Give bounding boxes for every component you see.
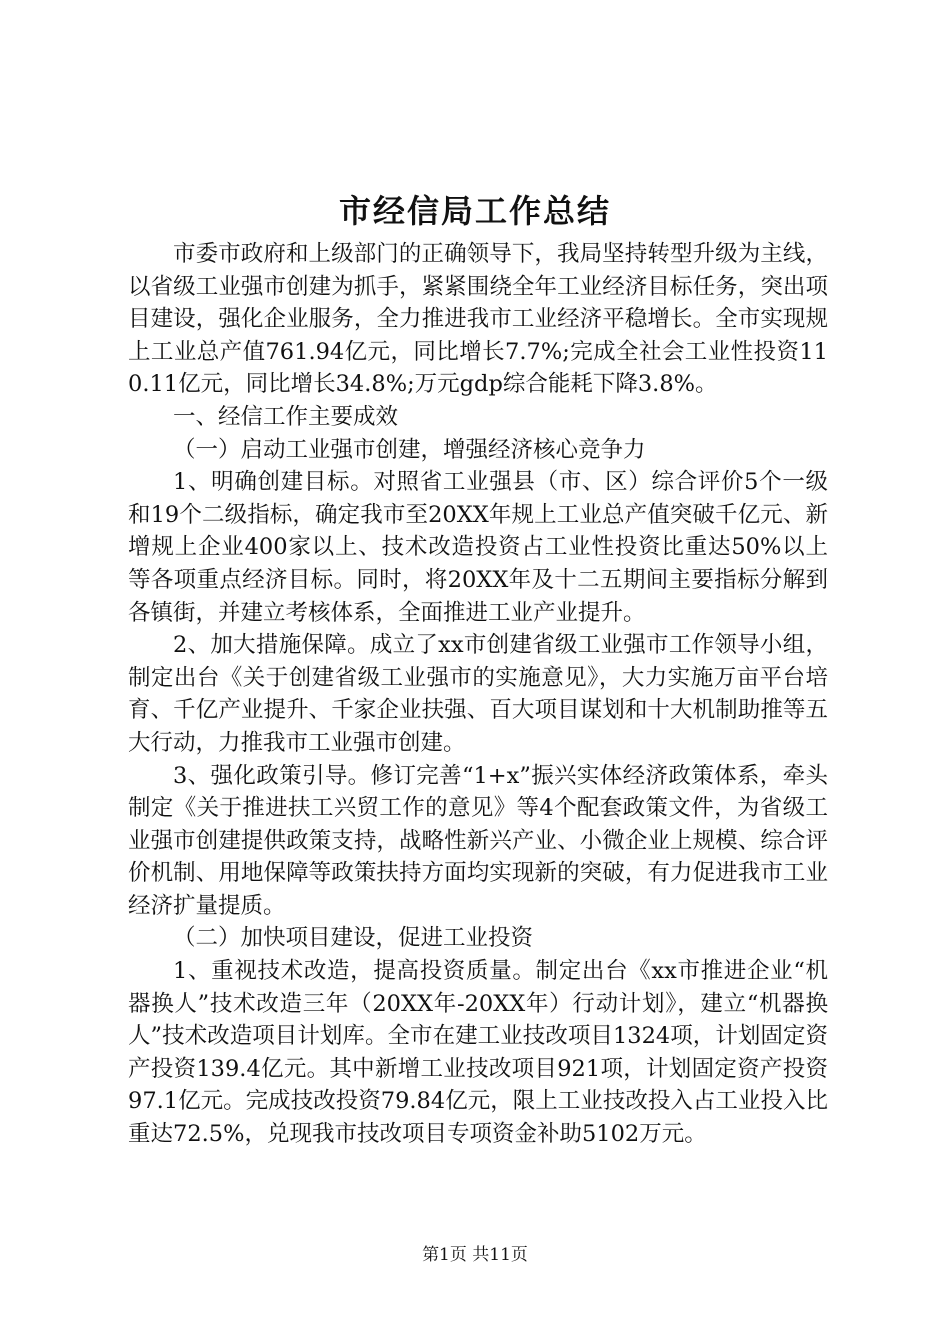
paragraph-item: 1、重视技术改造，提高投资质量。制定出台《xx市推进企业“机器换人”技术改造三年（20XX年-20XX年）行动计划》，建立“机器换人”技术改造项目计划库。全市在建工业技改项目1324项，计划固定资产投资139.4亿元。其中新增工业技改项目921项，计划固定资产投资97.1亿元。完成技改投资79.84亿元，限上工业技改投入占工业投入比重达72.5%，兑现我市技改项目专项资金补助5102万元。 xyxy=(128,958,828,1148)
document-title: 市经信局工作总结 xyxy=(338,192,611,230)
section-heading: 一、经信工作主要成效 xyxy=(173,403,399,430)
paragraph-item: 2、加大措施保障。成立了xx市创建省级工业强市工作领导小组，制定出台《关于创建省级工业强市的实施意见》，大力实施万亩平台培育、千亿产业提升、千家企业扶强、百大项目谋划和十大机制助推等五大行动，力推我市工业强市创建。 xyxy=(128,632,828,756)
paragraph-item: 1、明确创建目标。对照省工业强县（市、区）综合评价5个一级和19个二级指标，确定我市至20XX年规上工业总产值突破千亿元、新增规上企业400家以上、技术改造投资占工业性投资比重达50%以上等各项重点经济目标。同时，将20XX年及十二五期间主要指标分解到各镇街，并建立考核体系，全面推进工业产业提升。 xyxy=(128,469,828,626)
document-body xyxy=(128,238,828,1151)
paragraph-intro: 市委市政府和上级部门的正确领导下，我局坚持转型升级为主线，以省级工业强市创建为抓手，紧紧围绕全年工业经济目标任务，突出项目建设，强化企业服务，全力推进我市工业经济平稳增长。全市实现规上工业总产值761.94亿元，同比增长7.7%;完成全社会工业性投资110.11亿元，同比增长34.8%;万元gdp综合能耗下降3.8%。 xyxy=(128,241,828,398)
subsection-heading: （一）启动工业强市创建，增强经济核心竞争力 xyxy=(173,436,646,463)
paragraph-item: 3、强化政策引导。修订完善“1+x”振兴实体经济政策体系，牵头制定《关于推进扶工兴贸工作的意见》等4个配套政策文件，为省级工业强市创建提供政策支持，战略性新兴产业、小微企业上规模、综合评价机制、用地保障等政策扶持方面均实现新的突破，有力促进我市工业经济扩量提质。 xyxy=(128,762,828,919)
page-footer: 第1页 共11页 xyxy=(422,1245,528,1265)
subsection-heading: （二）加快项目建设，促进工业投资 xyxy=(173,925,534,952)
